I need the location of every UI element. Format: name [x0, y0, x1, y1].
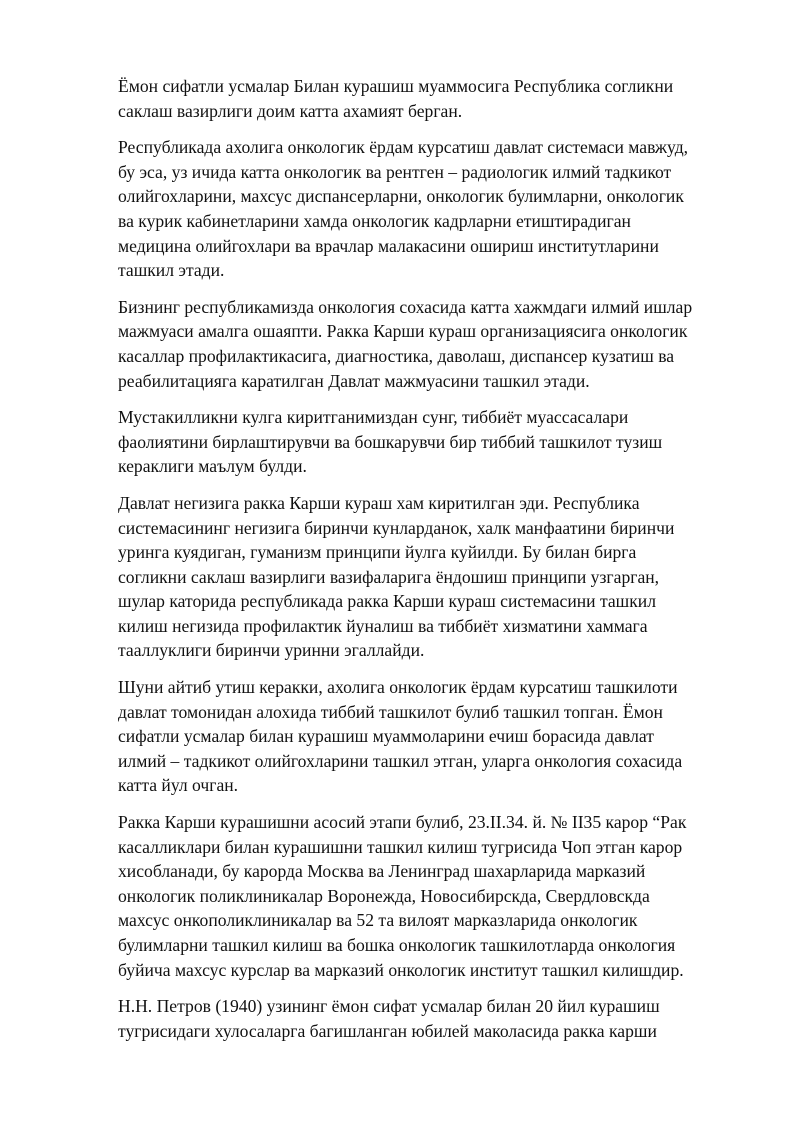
- text-line: Шуни айтиб утиш керакки, ахолига онкологик ёрдам курсатиш ташкилоти: [118, 677, 678, 698]
- text-line: ва курик кабинетларини хамда онкологик кадрларни етиштирадиган: [118, 210, 631, 231]
- text-line: медицина олийгохлари ва врачлар малакасини ошириш институтларини: [118, 235, 659, 256]
- text-line: килиш негизида профилактик йуналиш ва тиббиёт хизматини хаммага: [118, 615, 648, 636]
- document-page: [118, 74, 724, 1055]
- text-line: касаллар профилактикасига, диагностика, даволаш, диспансер кузатиш ва: [118, 345, 675, 366]
- paragraph-6: [118, 675, 724, 798]
- text-line: Н.Н. Петров (1940) узининг ёмон сифат усмалар билан 20 йил курашиш: [118, 996, 660, 1017]
- text-line: согликни саклаш вазирлиги вазифаларига ёндошиш принципи узгарган,: [118, 566, 660, 587]
- text-line: шулар каторида республикада ракка Карши кураш системасини ташкил: [118, 591, 656, 612]
- text-line: Ёмон сифатли усмалар Билан курашиш муаммосига Республика согликни: [118, 76, 674, 96]
- paragraph-4: [118, 405, 724, 479]
- text-line: мажмуаси амалга ошаяпти. Ракка Карши кураш организациясига онкологик: [118, 321, 688, 342]
- text-line: давлат томонидан алохида тиббий ташкилот булиб ташкил топган. Ёмон: [118, 701, 663, 722]
- text-line: сифатли усмалар билан курашиш муаммоларини ечиш борасида давлат: [118, 726, 654, 747]
- text-line: кераклиги маълум булди.: [118, 456, 307, 477]
- text-line: Бизнинг республикамизда онкология сохасида катта хажмдаги илмий ишлар: [118, 296, 693, 317]
- paragraph-1: [118, 74, 724, 123]
- text-line: бу эса, уз ичида катта онкологик ва рентген – радиологик илмий тадкикот: [118, 161, 672, 182]
- text-line: булимларни ташкил килиш ва бошка онкологик ташкилотларда онкология: [118, 935, 676, 955]
- text-line: Мустакилликни кулга киритганимиздан сунг, тиббиёт муассасалари: [118, 407, 629, 428]
- paragraph-8: [118, 994, 724, 1043]
- text-line: олийгохларини, махсус диспансерларни, онкологик булимларни, онкологик: [118, 186, 684, 207]
- text-line: махсус онкополиклиникалар ва 52 та вилоят марказларида онкологик: [118, 910, 638, 931]
- text-line: Республикада ахолига онкологик ёрдам курсатиш давлат системаси мавжуд,: [118, 137, 689, 158]
- text-line: тугрисидаги хулосаларга багишланган юбилей маколасида ракка карши: [118, 1020, 657, 1041]
- text-line: онкологик поликлиникалар Воронежда, Новосибирскда, Свердловскда: [118, 885, 650, 906]
- text-line: ташкил этади.: [118, 260, 225, 281]
- text-line: реабилитацияга каратилган Давлат мажмуасини ташкил этади.: [118, 370, 590, 391]
- text-line: хисобланади, бу карорда Москва ва Ленинград шахарларида марказий: [118, 861, 646, 882]
- text-line: илмий – тадкикот олийгохларини ташкил этган, уларга онкология сохасида: [118, 750, 683, 771]
- text-line: буйича махсус курслар ва марказий онкологик институт ташкил килишдир.: [118, 959, 684, 980]
- paragraph-2: [118, 135, 724, 283]
- text-line: тааллуклиги биринчи уринни эгаллайди.: [118, 640, 425, 661]
- text-line: саклаш вазирлиги доим катта ахамият берган.: [118, 100, 463, 121]
- text-line: Ракка Карши курашишни асосий этапи булиб, 23.II.34. й. № II35 карор “Рак: [118, 812, 687, 833]
- paragraph-7: [118, 810, 724, 982]
- paragraph-3: [118, 295, 724, 393]
- text-line: уринга куядиган, гуманизм принципи йулга куйилди. Бу билан бирга: [118, 542, 637, 563]
- text-line: катта йул очган.: [118, 775, 239, 796]
- text-line: системасининг негизига биринчи кунларданок, халк манфаатини биринчи: [118, 517, 675, 538]
- text-line: Давлат негизига ракка Карши кураш хам киритилган эди. Республика: [118, 492, 640, 513]
- paragraph-5: [118, 491, 724, 663]
- text-line: касалликлари билан курашишни ташкил килиш тугрисида Чоп этган карор: [118, 836, 683, 857]
- text-line: фаолиятини бирлаштирувчи ва бошкарувчи бир тиббий ташкилот тузиш: [118, 431, 663, 452]
